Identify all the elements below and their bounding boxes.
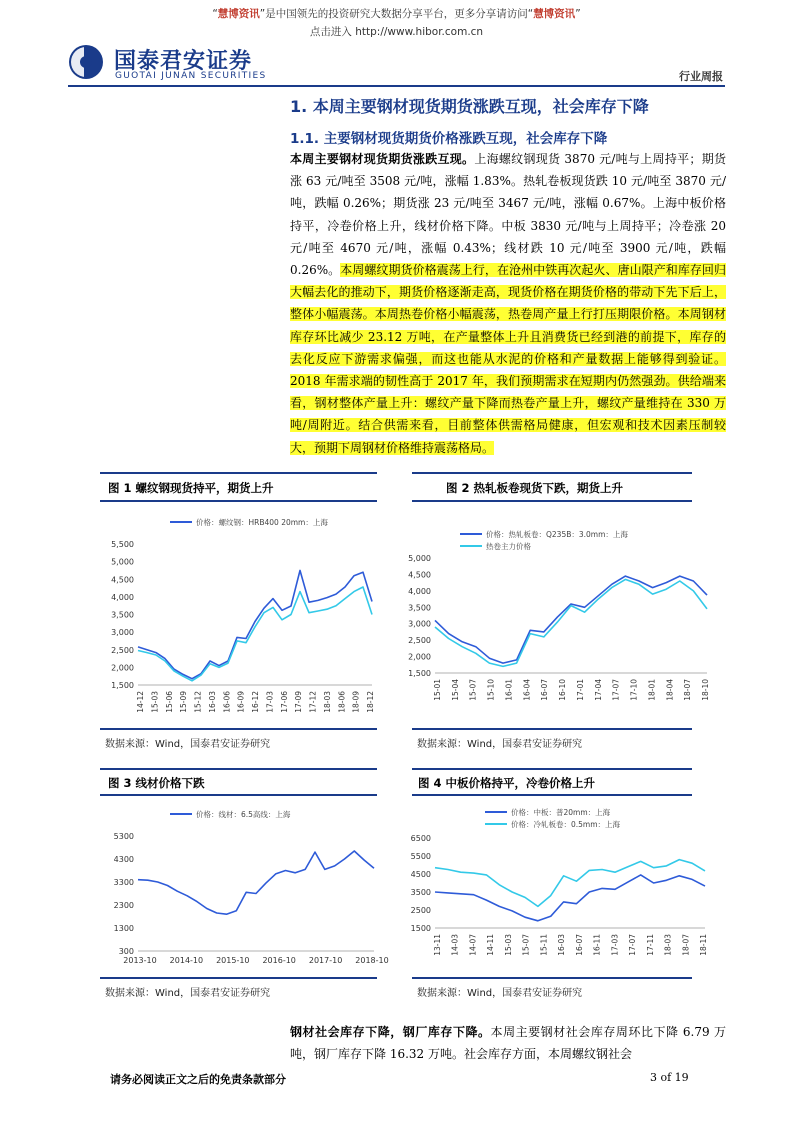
figure-divider — [100, 977, 377, 979]
x-tick-label: 18-07 — [683, 679, 693, 701]
legend-label: 价格：线材：6.5高线：上海 — [196, 810, 291, 819]
series-line — [435, 579, 707, 666]
series-line — [435, 875, 705, 921]
x-tick-label: 15-07 — [521, 934, 531, 956]
y-tick-label: 2,500 — [111, 645, 134, 655]
x-tick-label: 17-04 — [593, 679, 603, 701]
figure-divider — [100, 472, 377, 474]
y-tick-label: 5300 — [113, 832, 134, 841]
series-line — [138, 570, 372, 678]
company-name-cn: 国泰君安证券 — [114, 49, 253, 74]
x-tick-label: 18-12 — [366, 691, 375, 713]
company-name-en: GUOTAI JUNAN SECURITIES — [115, 71, 267, 81]
x-tick-label: 17-03 — [265, 691, 275, 713]
figure-title: 图 1 螺纹钢现货持平，期货上升 — [108, 481, 274, 495]
y-tick-label: 4500 — [410, 870, 431, 879]
x-tick-label: 14-03 — [450, 934, 460, 956]
x-tick-label: 15-09 — [179, 691, 189, 713]
x-tick-label: 17-11 — [645, 934, 655, 956]
footer-disclaimer: 请务必阅读正文之后的免责条款部分 — [110, 1073, 286, 1086]
y-tick-label: 5,500 — [111, 540, 134, 549]
chart-rebar — [100, 508, 380, 723]
figure-divider — [412, 500, 692, 502]
top-banner — [0, 0, 793, 40]
figure-title: 图 2 热轧板卷现货下跌，期货上升 — [446, 481, 624, 495]
x-tick-label: 16-09 — [236, 691, 246, 713]
x-tick-label: 15-03 — [503, 934, 513, 956]
y-tick-label: 4,500 — [111, 575, 134, 585]
x-tick-label: 2014-10 — [169, 956, 204, 965]
x-tick-label: 17-03 — [610, 934, 620, 956]
chart-wire-rod — [100, 800, 389, 972]
x-tick-label: 16-12 — [251, 691, 260, 713]
figure-divider — [100, 728, 377, 730]
y-tick-label: 300 — [118, 947, 134, 956]
x-tick-label: 18-04 — [665, 679, 675, 701]
y-tick-label: 5500 — [410, 852, 431, 861]
x-tick-label: 2015-10 — [216, 956, 250, 965]
y-tick-label: 4,000 — [408, 586, 431, 596]
x-tick-label: 16-04 — [522, 679, 532, 701]
y-tick-label: 5,000 — [111, 557, 134, 567]
figure-source: 数据来源：Wind，国泰君安证券研究 — [105, 988, 271, 999]
x-tick-label: 2013-10 — [123, 956, 157, 965]
x-tick-label: 15-12 — [193, 691, 203, 713]
x-tick-label: 16-07 — [540, 679, 550, 701]
y-tick-label: 3500 — [410, 888, 431, 897]
legend-label: 价格：螺纹钢：HRB400 20mm：上海 — [196, 518, 328, 527]
x-tick-label: 16-06 — [222, 691, 232, 713]
header-divider — [68, 85, 725, 87]
x-tick-label: 18-09 — [351, 691, 361, 713]
x-tick-label: 18-11 — [699, 934, 708, 956]
y-tick-label: 2,500 — [408, 636, 431, 646]
y-tick-label: 6500 — [410, 834, 431, 843]
para-text: 本周主要钢材社会库存周环比下降 6.79 万吨，钢厂库存下降 16.32 万吨。社会库存方面，本周螺纹钢社会 — [290, 1025, 726, 1061]
doc-type-label: 行业周报 — [679, 70, 723, 83]
x-tick-label: 17-07 — [628, 934, 638, 956]
y-tick-label: 2,000 — [111, 663, 134, 673]
banner-link[interactable]: 点击进入 http://www.hibor.com.cn — [309, 26, 484, 38]
y-tick-label: 1500 — [410, 924, 431, 933]
para-text: 上海螺纹钢现货 3870 元/吨与上周持平；期货涨 63 元/吨至 3508 元/吨，涨幅 1.83%。热轧卷板现货跌 10 元/吨至 3870 元/吨，跌幅 0.26%；期货涨 23 元/吨至 3467 元/吨，涨幅 0.67%。上海中板价格持平，冷卷价格上升，线材价格下降。中板 3830 元/吨与上周持平；冷卷涨 20 元/吨至 4670 元/吨，涨幅 0.43%；线材跌 10 元/吨至 3900 元/吨，跌幅 0.26%。 — [290, 152, 726, 278]
body-paragraph — [290, 148, 726, 459]
x-tick-label: 16-10 — [558, 679, 568, 701]
page-number: 3 of 19 — [650, 1071, 689, 1084]
x-tick-label: 15-04 — [450, 679, 460, 701]
y-tick-label: 4300 — [113, 855, 134, 864]
chart-plate-coldroll — [405, 800, 710, 972]
x-tick-label: 2017-10 — [308, 956, 343, 965]
figure-divider — [412, 472, 692, 474]
para-highlight: 本周螺纹期货价格震荡上行，在沧州中铁再次起火、唐山限产和库存回归大幅去化的推动下，期货价格逐渐走高，现货价格在期货价格的带动下先下后上，整体小幅震荡。本周热卷价格小幅震荡，热卷周产量上行打压期限价格。本周钢材库存环比减少 23.12 万吨，在产量整体上升且消费货已经到港的前提下，库存的去化反应下游需求偏强，而这也能从水泥的价格和产量数据上能够得到验证。2018 年需求端的韧性高于 2017 年，我们预期需求在短期内仍然强劲。供给端来看，钢材整体产量上升：螺纹产量下降而热卷产量上升，螺纹产量维持在 330 万吨/周附近。结合供需来看，目前整体供需格局健康，但宏观和技术因素压制较大，预期下周钢材价格维持震荡格局。 — [290, 263, 726, 455]
x-tick-label: 17-07 — [611, 679, 621, 701]
x-tick-label: 18-06 — [337, 691, 347, 713]
x-tick-label: 16-03 — [207, 691, 217, 713]
series-line — [435, 860, 705, 907]
x-tick-label: 14-11 — [486, 934, 496, 956]
x-tick-label: 14-07 — [468, 934, 478, 956]
figure-divider — [412, 728, 692, 730]
para-lead: 钢材社会库存下降，钢厂库存下降。 — [290, 1025, 491, 1039]
y-tick-label: 1300 — [113, 924, 134, 933]
legend-label: 热卷主力价格 — [486, 542, 531, 551]
y-tick-label: 2300 — [113, 901, 134, 910]
legend-label: 价格：冷轧板卷：0.5mm：上海 — [511, 820, 621, 829]
x-tick-label: 14-12 — [136, 691, 145, 713]
y-tick-label: 3300 — [113, 878, 134, 887]
x-tick-label: 17-01 — [575, 679, 585, 701]
figure-divider — [412, 768, 692, 770]
para-lead: 本周主要钢材现货期货涨跌互现。 — [290, 152, 475, 166]
subsection-heading: 1.1. 主要钢材现货期货价格涨跌互现，社会库存下降 — [290, 131, 608, 147]
x-tick-label: 15-01 — [433, 679, 442, 701]
x-tick-label: 2016-10 — [262, 956, 296, 965]
y-tick-label: 2500 — [410, 906, 431, 915]
figure-title: 图 3 线材价格下跌 — [108, 776, 205, 790]
y-tick-label: 4,500 — [408, 570, 431, 580]
x-tick-label: 18-10 — [701, 679, 710, 701]
y-tick-label: 3,000 — [111, 628, 134, 638]
figure-source: 数据来源：Wind，国泰君安证券研究 — [417, 988, 583, 999]
x-tick-label: 16-07 — [574, 934, 584, 956]
banner-line1: “慧博资讯”是中国领先的投资研究大数据分享平台，更多分享请访问“慧博资讯” — [212, 8, 581, 20]
y-tick-label: 1,500 — [408, 669, 431, 678]
x-tick-label: 16-03 — [557, 934, 567, 956]
y-tick-label: 3,500 — [408, 603, 431, 613]
figure-divider — [412, 794, 692, 796]
x-tick-label: 2018-10 — [355, 956, 389, 965]
figure-title: 图 4 中板价格持平，冷卷价格上升 — [418, 776, 596, 790]
company-logo-icon — [68, 44, 104, 80]
x-tick-label: 15-06 — [164, 691, 174, 713]
x-tick-label: 17-06 — [279, 691, 289, 713]
x-tick-label: 16-01 — [504, 679, 514, 701]
x-tick-label: 16-11 — [592, 934, 602, 956]
y-tick-label: 1,500 — [111, 681, 134, 690]
x-tick-label: 18-03 — [322, 691, 332, 713]
y-tick-label: 4,000 — [111, 592, 134, 602]
x-tick-label: 17-09 — [294, 691, 304, 713]
x-tick-label: 15-03 — [150, 691, 160, 713]
y-tick-label: 5,000 — [408, 554, 431, 563]
x-tick-label: 18-03 — [663, 934, 673, 956]
x-tick-label: 15-11 — [539, 934, 549, 956]
x-tick-label: 15-10 — [486, 679, 496, 701]
figure-source: 数据来源：Wind，国泰君安证券研究 — [417, 739, 583, 750]
figure-divider — [100, 500, 377, 502]
series-line — [138, 587, 372, 681]
banner-brand2: 慧博资讯 — [533, 8, 576, 20]
y-tick-label: 3,500 — [111, 610, 134, 620]
chart-hot-rolled — [405, 520, 715, 720]
legend-label: 价格：中板：普20mm：上海 — [511, 808, 611, 817]
figure-source: 数据来源：Wind，国泰君安证券研究 — [105, 739, 271, 750]
x-tick-label: 18-07 — [681, 934, 691, 956]
series-line — [138, 851, 374, 914]
figure-divider — [100, 794, 377, 796]
banner-brand1: 慧博资讯 — [217, 8, 260, 20]
section-heading: 1. 本周主要钢材现货期货涨跌互现，社会库存下降 — [290, 97, 649, 116]
x-tick-label: 18-01 — [647, 679, 657, 701]
y-tick-label: 2,000 — [408, 652, 431, 662]
x-tick-label: 17-12 — [308, 691, 318, 713]
x-tick-label: 13-11 — [433, 934, 442, 956]
figure-divider — [100, 768, 377, 770]
y-tick-label: 3,000 — [408, 619, 431, 629]
legend-label: 价格：热轧板卷：Q235B：3.0mm：上海 — [486, 530, 628, 539]
body-paragraph-2 — [290, 1021, 726, 1065]
x-tick-label: 17-10 — [629, 679, 639, 701]
x-tick-label: 15-07 — [468, 679, 478, 701]
figure-divider — [412, 977, 692, 979]
